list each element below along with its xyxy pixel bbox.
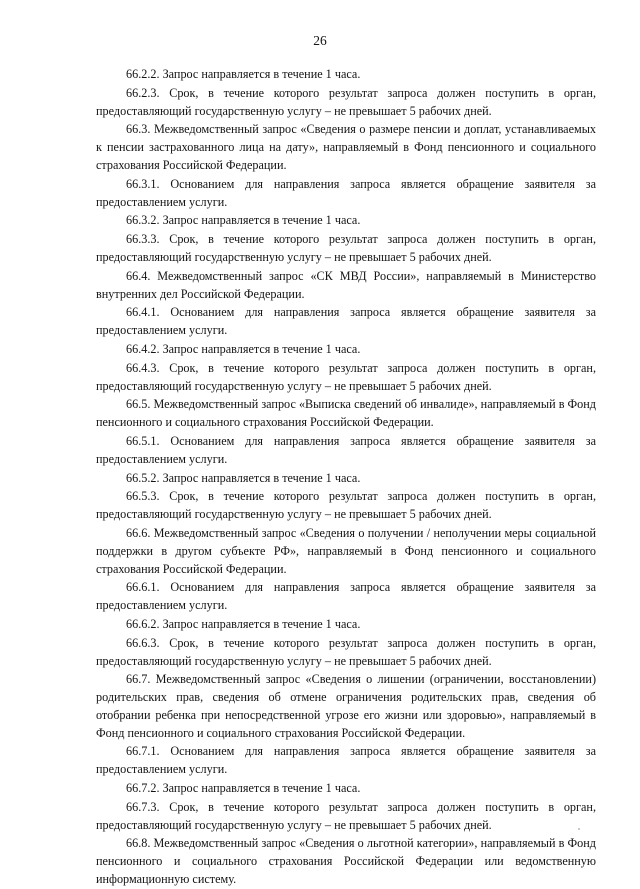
paragraph-66-4-2: 66.4.2. Запрос направляется в течение 1 часа. [126,341,361,356]
paragraph-66-5-3: 66.5.3. Срок, в течение которого результат запроса должен поступить в орган, предоставляющий государственную услугу – не превышает 5 рабочих дней. [96,489,596,522]
paragraph-66-4-3: 66.4.3. Срок, в течение которого результат запроса должен поступить в орган, предоставляющий государственную услугу – не превышает 5 рабочих дней. [96,360,596,393]
paragraph-66-3: 66.3. Межведомственный запрос «Сведения о размере пенсии и доплат, устанавливаемых к пенсии застрахованного лица на дату», направляемый в Фонд пенсионного и социального страхования Российской Федерации. [96,122,596,172]
paragraph-66-3-2: 66.3.2. Запрос направляется в течение 1 часа. [126,213,361,228]
paragraph-66-6: 66.6. Межведомственный запрос «Сведения о получении / неполучении меры социальной поддержки в другом субъекте РФ», направляемый в Фонд пенсионного и социального страхования Российской Федерации. [96,525,596,576]
paragraph-66-5: 66.5. Межведомственный запрос «Выписка сведений об инвалиде», направляемый в Фонд пенсионного и социального страхования Российской Федерации. [96,397,596,430]
paragraph-66-4: 66.4. Межведомственный запрос «СК МВД России», направляемый в Министерство внутренних дел Российской Федерации. [96,268,596,301]
paragraph-66-2-2: 66.2.2. Запрос направляется в течение 1 часа. [126,67,361,81]
scan-speck [578,828,580,830]
paragraph-66-2-3: 66.2.3. Срок, в течение которого результат запроса должен поступить в орган, предоставляющий государственную услугу – не превышает 5 рабочих дней. [96,85,596,118]
page-number: 26 [313,33,327,48]
paragraph-66-5-2: 66.5.2. Запрос направляется в течение 1 часа. [126,470,361,485]
paragraph-66-7: 66.7. Межведомственный запрос «Сведения о лишении (ограничении, восстановлении) родительских прав, сведения об отмене ограничения родительских прав, сведения об отобрании ребенка при непосредственной угрозе его жизни или здоровью», направляемый в Фонд пенсионного и социального страхования Российской Федерации. [96,672,596,740]
paragraph-66-3-3: 66.3.3. Срок, в течение которого результат запроса должен поступить в орган, предоставляющий государственную услугу – не превышает 5 рабочих дней. [96,232,596,264]
paragraph-66-6-1: 66.6.1. Основанием для направления запроса является обращение заявителя за предоставлением услуги. [96,580,596,613]
paragraph-66-7-3: 66.7.3. Срок, в течение которого результат запроса должен поступить в орган, предоставляющий государственную услугу – не превышает 5 рабочих дней. [96,799,596,832]
paragraph-66-7-2: 66.7.2. Запрос направляется в течение 1 часа. [126,781,361,796]
document-body [96,66,596,889]
paragraph-66-8: 66.8. Межведомственный запрос «Сведения о льготной категории», направляемый в Фонд пенсионного и социального страхования Российской Федерации или ведомственную информационную систему. [96,836,596,887]
paragraph-66-4-1: 66.4.1. Основанием для направления запроса является обращение заявителя за предоставлением услуги. [96,305,596,338]
paragraph-66-5-1: 66.5.1. Основанием для направления запроса является обращение заявителя за предоставлением услуги. [96,433,596,466]
paragraph-66-3-1: 66.3.1. Основанием для направления запроса является обращение заявителя за предоставлением услуги. [96,176,596,209]
paragraph-66-6-2: 66.6.2. Запрос направляется в течение 1 часа. [126,616,361,631]
paragraph-66-7-1: 66.7.1. Основанием для направления запроса является обращение заявителя за предоставлением услуги. [96,744,596,777]
paragraph-66-6-3: 66.6.3. Срок, в течение которого результат запроса должен поступить в орган, предоставляющий государственную услугу – не превышает 5 рабочих дней. [96,635,596,668]
